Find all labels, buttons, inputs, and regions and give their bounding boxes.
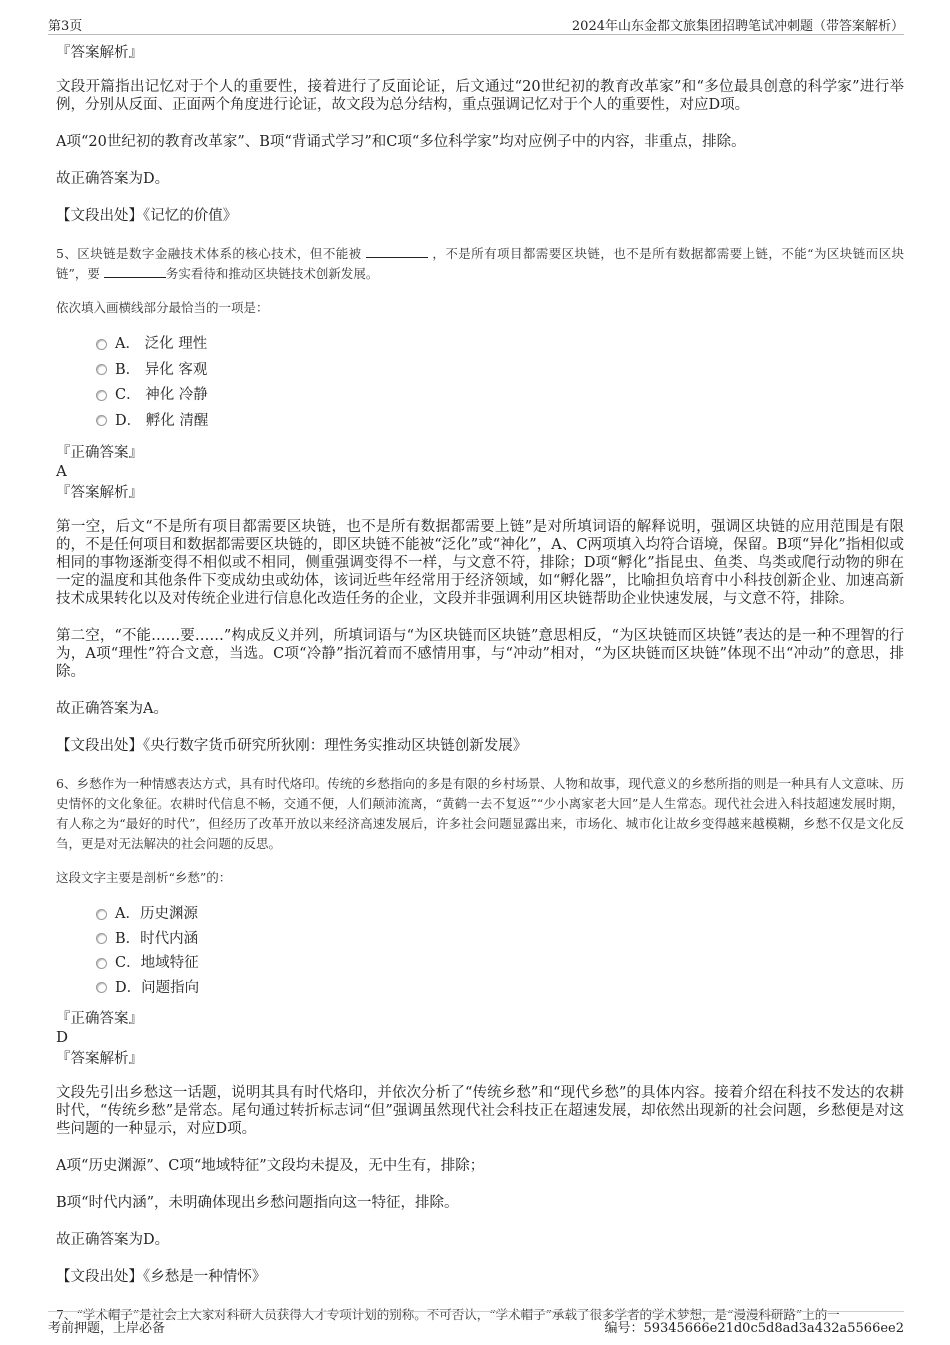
fill-blank [104,265,166,278]
q7-stem: 7、“学术帽子”是社会上大家对科研人员获得人才专项计划的别称。不可否认，“学术帽子”承载了很多学者的学术梦想，是“漫漫科研路”上的一 [56,1307,840,1322]
radio-icon[interactable] [96,415,107,426]
q5-stem: 5、区块链是数字金融技术体系的核心技术，但不能被 ，不是所有项目都需要区块链，也不是所有数据都需要上链，不能“为区块链而区块链”，要 务实看待和推动区块链技术创新发展。 [56,246,904,281]
radio-icon[interactable] [96,339,107,350]
fill-blank [366,245,428,258]
page-number: 第3页 [48,19,83,34]
q4-analysis-para: 文段开篇指出记忆对于个人的重要性，接着进行了反面论证，后文通过“20世纪初的教育改革家”和“多位最具创意的科学家”进行举例，分别从反面、正面两个角度进行论证，故文段为总分结构，重点强调记忆对于个人的重要性，对应D项。 [56,79,904,113]
q4-source: 【文段出处】《记忆的价值》 [56,208,238,224]
radio-icon[interactable] [96,958,107,969]
page-content [56,44,904,1325]
radio-icon[interactable] [96,390,107,401]
q5-source: 【文段出处】《央行数字货币研究所狄刚：理性务实推动区块链创新发展》 [56,738,528,754]
radio-icon[interactable] [96,364,107,375]
q5-analysis-para: 第一空，后文“不是所有项目都需要区块链，也不是所有数据都需要上链”是对所填词语的解释说明，强调区块链的应用范围是有限的，不是任何项目和数据都需要区块链的，即区块链不能被“泛化”或“神化”，A、C两项填入均符合语境，保留。B项“异化”指相似或相同的事物逐渐变得不相似或不相同，侧重强调变得不一样，与文意不符，排除；D项“孵化”指昆虫、鱼类、鸟类或爬行动物的卵在一定的温度和其他条件下变成幼虫或幼体，该词近些年经常用于经济领域，如“孵化器”，比喻担负培育中小科技创新企业、加速高新技术成果转化以及对传统企业进行信息化改造任务的企业，文段并非强调利用区块链帮助企业快速发展，与文意不符，排除。 [56,519,904,607]
option-b[interactable]: B． 异化 客观 [96,358,904,384]
q6-analysis-label: 『答案解析』 [56,1051,143,1067]
q5-answer: A [56,462,67,480]
option-d[interactable]: D． 孵化 清醒 [96,409,904,435]
q6-stem: 6、乡愁作为一种情感表达方式，具有时代烙印。传统的乡愁指向的多是有限的乡村场景、人物和故事，现代意义的乡愁所指的则是一种具有人文意味、历史情怀的文化象征。农耕时代信息不畅，交通不便，人们颠沛流离，“黄鹤一去不复返”“少小离家老大回”是人生常态。现代社会进入科技超速发展时期，有人称之为“最好的时代”，但经历了改革开放以来经济高速发展后，许多社会问题显露出来，市场化、城市化让故乡变得越来越模糊，乡愁不仅是文化反刍，更是对无法解决的社会问题的反思。 [56,776,904,851]
q6-answer-label: 『正确答案』 [56,1011,143,1027]
q6-conclusion: 故正确答案为D。 [56,1232,170,1248]
footer-serial: 编号：59345666e21d0c5d8ad3a432a5566ee2 [604,1321,904,1336]
q6-analysis-para: 文段先引出乡愁这一话题，说明其具有时代烙印，并依次分析了“传统乡愁”和“现代乡愁”的具体内容。接着介绍在科技不发达的农耕时代，“传统乡愁”是常态。尾句通过转折标志词“但”强调虽然现代社会科技正在超速发展，却依然出现新的社会问题，乡愁便是对这些问题的一种显示，对应D项。 [56,1085,904,1137]
radio-icon[interactable] [96,933,107,944]
q6-source: 【文段出处】《乡愁是一种情怀》 [56,1269,267,1285]
option-c[interactable]: C． 神化 冷静 [96,383,904,409]
option-d[interactable]: D．问题指向 [96,976,904,1001]
page-footer [48,1311,904,1336]
q4-analysis-para: A项“20世纪初的教育改革家”、B项“背诵式学习”和C项“多位科学家”均对应例子中的内容，非重点，排除。 [56,134,746,150]
option-a[interactable]: A． 泛化 理性 [96,332,904,358]
q6-answer: D [56,1028,69,1046]
radio-icon[interactable] [96,982,107,993]
q5-analysis-para: 第二空，“不能……要……”构成反义并列，所填词语与“为区块链而区块链”意思相反，“为区块链而区块链”表达的是一种不理智的行为，A项“理性”符合文意，当选。C项“冷静”指沉着而不感情用事，与“冲动”相对，“为区块链而区块链”体现不出“冲动”的意思，排除。 [56,628,904,680]
q5-answer-label: 『正确答案』 [56,445,143,461]
q5-prompt: 依次填入画横线部分最恰当的一项是： [56,300,269,315]
footer-slogan: 考前押题，上岸必备 [48,1321,166,1336]
q6-options [96,902,904,1000]
q5-analysis-label: 『答案解析』 [56,485,143,501]
q4-analysis-label: 『答案解析』 [56,45,143,61]
q6-prompt: 这段文字主要是剖析“乡愁”的： [56,870,232,885]
q5-options [96,332,904,434]
option-b[interactable]: B．时代内涵 [96,927,904,952]
document-title: 2024年山东金都文旅集团招聘笔试冲刺题（带答案解析） [571,19,904,34]
page-header [48,12,904,35]
q6-analysis-para: A项“历史渊源”、C项“地域特征”文段均未提及，无中生有，排除； [56,1158,485,1174]
q4-conclusion: 故正确答案为D。 [56,171,170,187]
option-c[interactable]: C．地域特征 [96,951,904,976]
option-a[interactable]: A．历史渊源 [96,902,904,927]
q6-analysis-para: B项“时代内涵”，未明确体现出乡愁问题指向这一特征，排除。 [56,1195,459,1211]
q5-conclusion: 故正确答案为A。 [56,701,168,717]
radio-icon[interactable] [96,909,107,920]
